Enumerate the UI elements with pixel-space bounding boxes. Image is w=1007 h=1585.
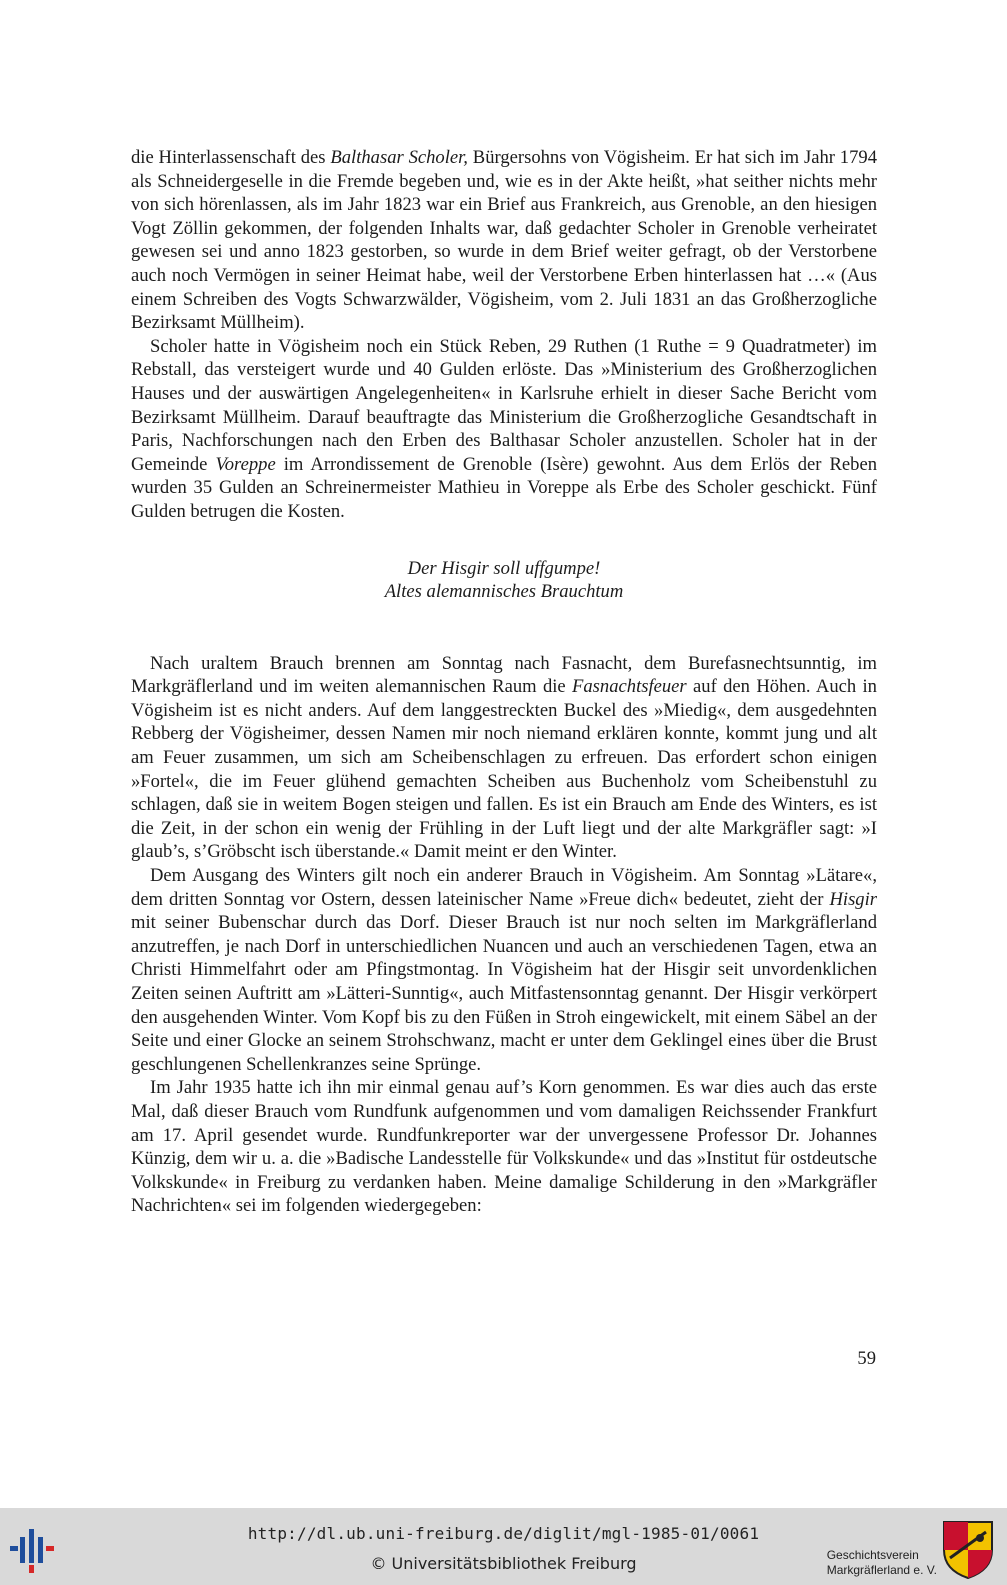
italic-term: Fasnachtsfeuer [572, 676, 687, 698]
italic-term: Hisgir [829, 888, 877, 910]
paragraph-3: Nach uraltem Brauch brennen am Sonntag nach Fasnacht, dem Burefasnechtsunntig, im Markgräflerland und im weiten alemannischen Raum die Fasnachtsfeuer auf den Höhen. Auch in Vögisheim ist es nicht anders. Auf dem langgestreckten Buckel des »Miedig«, dem ausgedehnten Rebberg der Vögisheimer, dessen Namen mir noch niemand erklären konnte, kommt jung und alt am Feuer zusammen, um sich am Scheibenschlagen zu erfreuen. Das erfordert schon einigen »Fortel«, die im Feuer glühend gemachten Scheiben aus Buchenholz vom Scheibenstuhl zu schlagen, daß sie in weitem Bogen steigen und fallen. Es ist ein Brauch am Ende des Winters, es ist die Zeit, in der schon ein wenig der Frühling in der Luft liegt und der alte Markgräfler sagt: »I glaub’s, s’Gröbscht isch überstande.« Damit meint er den Winter. [131, 652, 877, 863]
italic-place: Voreppe [215, 453, 276, 475]
coat-of-arms-icon [940, 1518, 996, 1580]
footer-url-link[interactable]: http://dl.ub.uni-freiburg.de/diglit/mgl-1985-01/0061 [247, 1524, 760, 1543]
paragraph-5: Im Jahr 1935 hatte ich ihn mir einmal genau auf’s Korn genommen. Es war dies auch das erste Mal, daß dieser Brauch vom Rundfunk aufgenommen und vom damaligen Reichssender Frankfurt am 17. April gesendet wurde. Rundfunkreporter war der unvergessene Professor Dr. Johannes Künzig, dem wir u. a. die »Badische Landesstelle für Volkskunde« und das »Institut für ostdeutsche Volkskunde« in Freiburg zu verdanken haben. Meine damalige Schilderung in den »Markgräfler Nachrichten« sei im folgenden wiedergegeben: [131, 1077, 877, 1217]
page-body [131, 146, 877, 1218]
italic-name: Balthasar Scholer, [330, 147, 468, 168]
paragraph-1: die Hinterlassenschaft des Balthasar Scholer, Bürgersohns von Vögisheim. Er hat sich im Jahr 1794 als Schneidergeselle in die Fremde begeben und, wie es in der Akte heißt, »hat seither nichts mehr von sich hörenlassen, als im Jahr 1823 war ein Brief aus Frankreich, aus Grenoble, an den hiesigen Vogt Zöllin gekommen, der folgenden Inhalts war, daß gedachter Scholer in Grenoble verheiratet gewesen sei und anno 1823 gestorben, so wurde in dem Brief weiter gefragt, ob der Verstorbene auch noch Vermögen in seiner Heimat habe, weil der Verstorbene Erben hinterlassen hat …« (Aus einem Schreiben des Vogts Schwarzwälder, Vögisheim, vom 2. Juli 1831 an das Großherzogliche Bezirksamt Müllheim). [131, 147, 877, 334]
footer-bar [0, 1508, 1007, 1585]
paragraph-2: Scholer hatte in Vögisheim noch ein Stück Reben, 29 Ruthen (1 Ruthe = 9 Quadratmeter) im Rebstall, das versteigert wurde und 40 Gulden erlöste. Das »Ministerium des Großherzoglichen Hauses und der auswärtigen Angelegenheiten« in Karlsruhe erhielt in dieser Sache Bericht vom Bezirksamt Müllheim. Darauf beauftragte das Ministerium die Großherzogliche Gesandtschaft in Paris, Nachforschungen nach den Erben des Balthasar Scholer anzustellen. Scholer hat in der Gemeinde Voreppe im Arrondissement de Grenoble (Isère) gewohnt. Aus dem Erlös der Reben wurden 35 Gulden an Schreinermeister Mathieu in Voreppe als Erbe des Scholer geschickt. Fünf Gulden betrugen die Kosten. [131, 335, 877, 522]
section-heading [131, 557, 877, 604]
footer-copyright: © Universitätsbibliothek Freiburg [370, 1554, 637, 1573]
footer-society-name: Geschichtsverein Markgräflerland e. V. [826, 1548, 937, 1577]
heading-subtitle: Altes alemannisches Brauchtum [384, 581, 624, 603]
page-number: 59 [857, 1348, 876, 1369]
heading-title: Der Hisgir soll uffgumpe! [407, 557, 601, 579]
paragraph-4: Dem Ausgang des Winters gilt noch ein anderer Brauch in Vögisheim. Am Sonntag »Lätare«, dem dritten Sonntag vor Ostern, dessen lateinischer Name »Freue dich« bedeutet, zieht der Hisgir mit seiner Bubenschar durch das Dorf. Dieser Brauch ist nur noch selten im Markgräflerland anzutreffen, je nach Dorf in unterschiedlichen Nuancen und auch an verschiedenen Tagen, etwa an Christi Himmelfahrt oder am Pfingstmontag. In Vögisheim hat der Hisgir seit unvordenklichen Zeiten seinen Auftritt am »Lätteri-Sunntig«, auch Mitfastensonntag genannt. Der Hisgir verkörpert den ausgehenden Winter. Vom Kopf bis zu den Füßen in Stroh eingewickelt, mit einem Säbel an der Seite und einer Glocke an seinem Strohschwanz, macht er unter dem Geklingel eines über die Brust geschlungenen Schellenkranzes seine Sprünge. [131, 865, 877, 1075]
